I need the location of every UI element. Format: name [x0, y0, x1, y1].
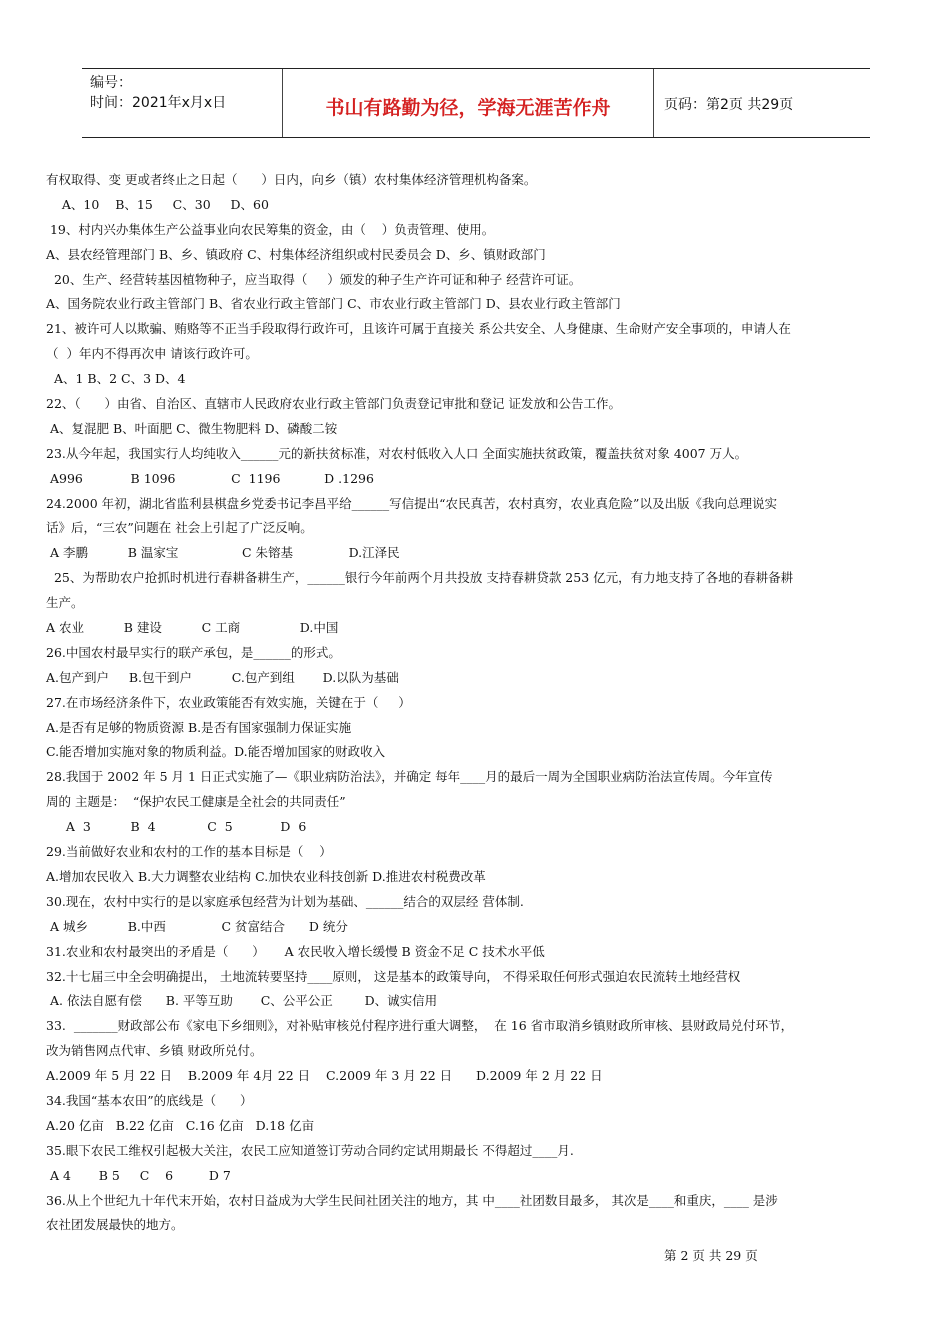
text-line: A. 依法自愿有偿 B. 平等互助 C、公平公正 D、诚实信用 [46, 993, 438, 1009]
text-line: （ ）年内不得再次申 请该行政许可。 [46, 346, 258, 362]
page-header [82, 68, 870, 138]
text-line: 话》后，“三农”问题在 社会上引起了广泛反响。 [46, 520, 313, 536]
text-line: 21、被许可人以欺骗、贿赂等不正当手段取得行政许可，且该许可属于直接关 系公共安全、人身健康、生命财产安全事项的，申请人在 [46, 321, 791, 337]
text-line: A、国务院农业行政主管部门 B、省农业行政主管部门 C、市农业行政主管部门 D、县农业行政主管部门 [46, 296, 621, 312]
text-line: 31.农业和农村最突出的矛盾是（ ） A 农民收入增长缓慢 B 资金不足 C 技术水平低 [46, 943, 545, 959]
text-line: A 城乡 B.中西 C 贫富结合 D 统分 [46, 918, 348, 934]
text-line: C.能否增加实施对象的物质利益。D.能否增加国家的财政收入 [46, 744, 386, 760]
text-line: 农社团发展最快的地方。 [46, 1217, 184, 1233]
header-page-info: 页码：第2页 共29页 [664, 97, 794, 113]
text-line: 36.从上个世纪九十年代末开始，农村日益成为大学生民间社团关注的地方，其 中____社团数目最多， 其次是____和重庆，____ 是涉 [46, 1192, 778, 1208]
text-line: A 4 B 5 C 6 D 7 [46, 1167, 231, 1183]
text-line: 有权取得、变 更或者终止之日起（ ）日内，向乡（镇）农村集体经济管理机构备案。 [46, 172, 537, 187]
text-line: 24.2000 年初，湖北省监利县棋盘乡党委书记李昌平给______写信提出“农民真苦，农村真穷，农业真危险”以及出版《我向总理说实 [46, 495, 777, 511]
text-line: 30.现在，农村中实行的是以家庭承包经营为计划为基础、______结合的双层经 营体制. [46, 893, 524, 909]
text-line: 19、村内兴办集体生产公益事业向农民筹集的资金，由（ ）负责管理、使用。 [46, 221, 495, 237]
text-line: A 农业 B 建设 C 工商 D.中国 [46, 620, 339, 636]
text-line: A、县农经管理部门 B、乡、镇政府 C、村集体经济组织或村民委员会 D、乡、镇财政部门 [46, 246, 546, 262]
text-line: A、1 B、2 C、3 D、4 [46, 371, 186, 387]
text-line: A 李鹏 B 温家宝 C 朱镕基 D.江泽民 [46, 545, 400, 561]
text-line: 33. _______财政部公布《家电下乡细则》，对补贴审核兑付程序进行重大调整， 在 16 省市取消乡镇财政所审核、县财政局兑付环节， [46, 1018, 794, 1034]
text-line: A.增加农民收入 B.大力调整农业结构 C.加快农业科技创新 D.推进农村税费改革 [46, 868, 486, 884]
text-line: 改为销售网点代审、乡镇 财政所兑付。 [46, 1043, 263, 1059]
text-line: A、复混肥 B、叶面肥 C、微生物肥料 D、磷酸二铵 [46, 420, 338, 436]
text-line: A 3 B 4 C 5 D 6 [46, 819, 307, 835]
document-number-label: 编号： [90, 75, 132, 91]
text-line: 28.我国于 2002 年 5 月 1 日正式实施了—《职业病防治法》，并确定 每年____月的最后一周为全国职业病防治法宣传周。今年宣传 [46, 769, 773, 785]
text-line: 周的 主题是： “保护农民工健康是全社会的共同责任” [46, 794, 346, 810]
text-line: 34.我国“基本农田”的底线是（ ） [46, 1092, 253, 1108]
text-line: 29.当前做好农业和农村的工作的基本目标是（ ） [46, 844, 332, 860]
document-date: 时间：2021年x月x日 [90, 95, 227, 111]
text-line: 22、（ ）由省、自治区、直辖市人民政府农业行政主管部门负责登记审批和登记 证发放和公告工作。 [46, 396, 621, 412]
text-line: 25、为帮助农户抢抓时机进行春耕备耕生产，______银行今年前两个月共投放 支持春耕贷款 253 亿元，有力地支持了各地的春耕备耕 [46, 570, 794, 586]
text-line: 27.在市场经济条件下，农业政策能否有效实施，关键在于（ ） [46, 694, 411, 710]
page-footer: 第 2 页 共 29 页 [664, 1248, 758, 1263]
text-line: A996 B 1096 C 1196 D .1296 [46, 470, 374, 486]
text-line: A.是否有足够的物质资源 B.是否有国家强制力保证实施 [46, 719, 352, 735]
text-line: A.2009 年 5 月 22 日 B.2009 年 4月 22 日 C.2009 年 3 月 22 日 D.2009 年 2 月 22 日 [46, 1068, 603, 1084]
text-line: A.包产到户 B.包干到户 C.包产到组 D.以队为基础 [46, 669, 399, 685]
document-body [46, 168, 908, 1238]
header-motto: 书山有路勤为径，学海无涯苦作舟 [282, 69, 654, 137]
text-line: 20、生产、经营转基因植物种子，应当取得（ ）颁发的种子生产许可证和种子 经营许可证。 [46, 271, 582, 287]
text-line: A.20 亿亩 B.22 亿亩 C.16 亿亩 D.18 亿亩 [46, 1117, 315, 1133]
text-line: 35.眼下农民工维权引起极大关注，农民工应知道签订劳动合同约定试用期最长 不得超过____月. [46, 1142, 574, 1158]
text-line: 32.十七届三中全会明确提出， 土地流转要坚持____原则， 这是基本的政策导向， 不得采取任何形式强迫农民流转土地经营权 [46, 968, 741, 984]
text-line: 26.中国农村最早实行的联产承包，是______的形式。 [46, 644, 341, 660]
header-meta [82, 69, 282, 137]
text-line: 23.从今年起，我国实行人均纯收入______元的新扶贫标准，对农村低收入人口 全面实施扶贫政策，覆盖扶贫对象 4007 万人。 [46, 445, 748, 461]
text-line: 生产。 [46, 595, 84, 611]
text-line: A、10 B、15 C、30 D、60 [46, 196, 269, 212]
